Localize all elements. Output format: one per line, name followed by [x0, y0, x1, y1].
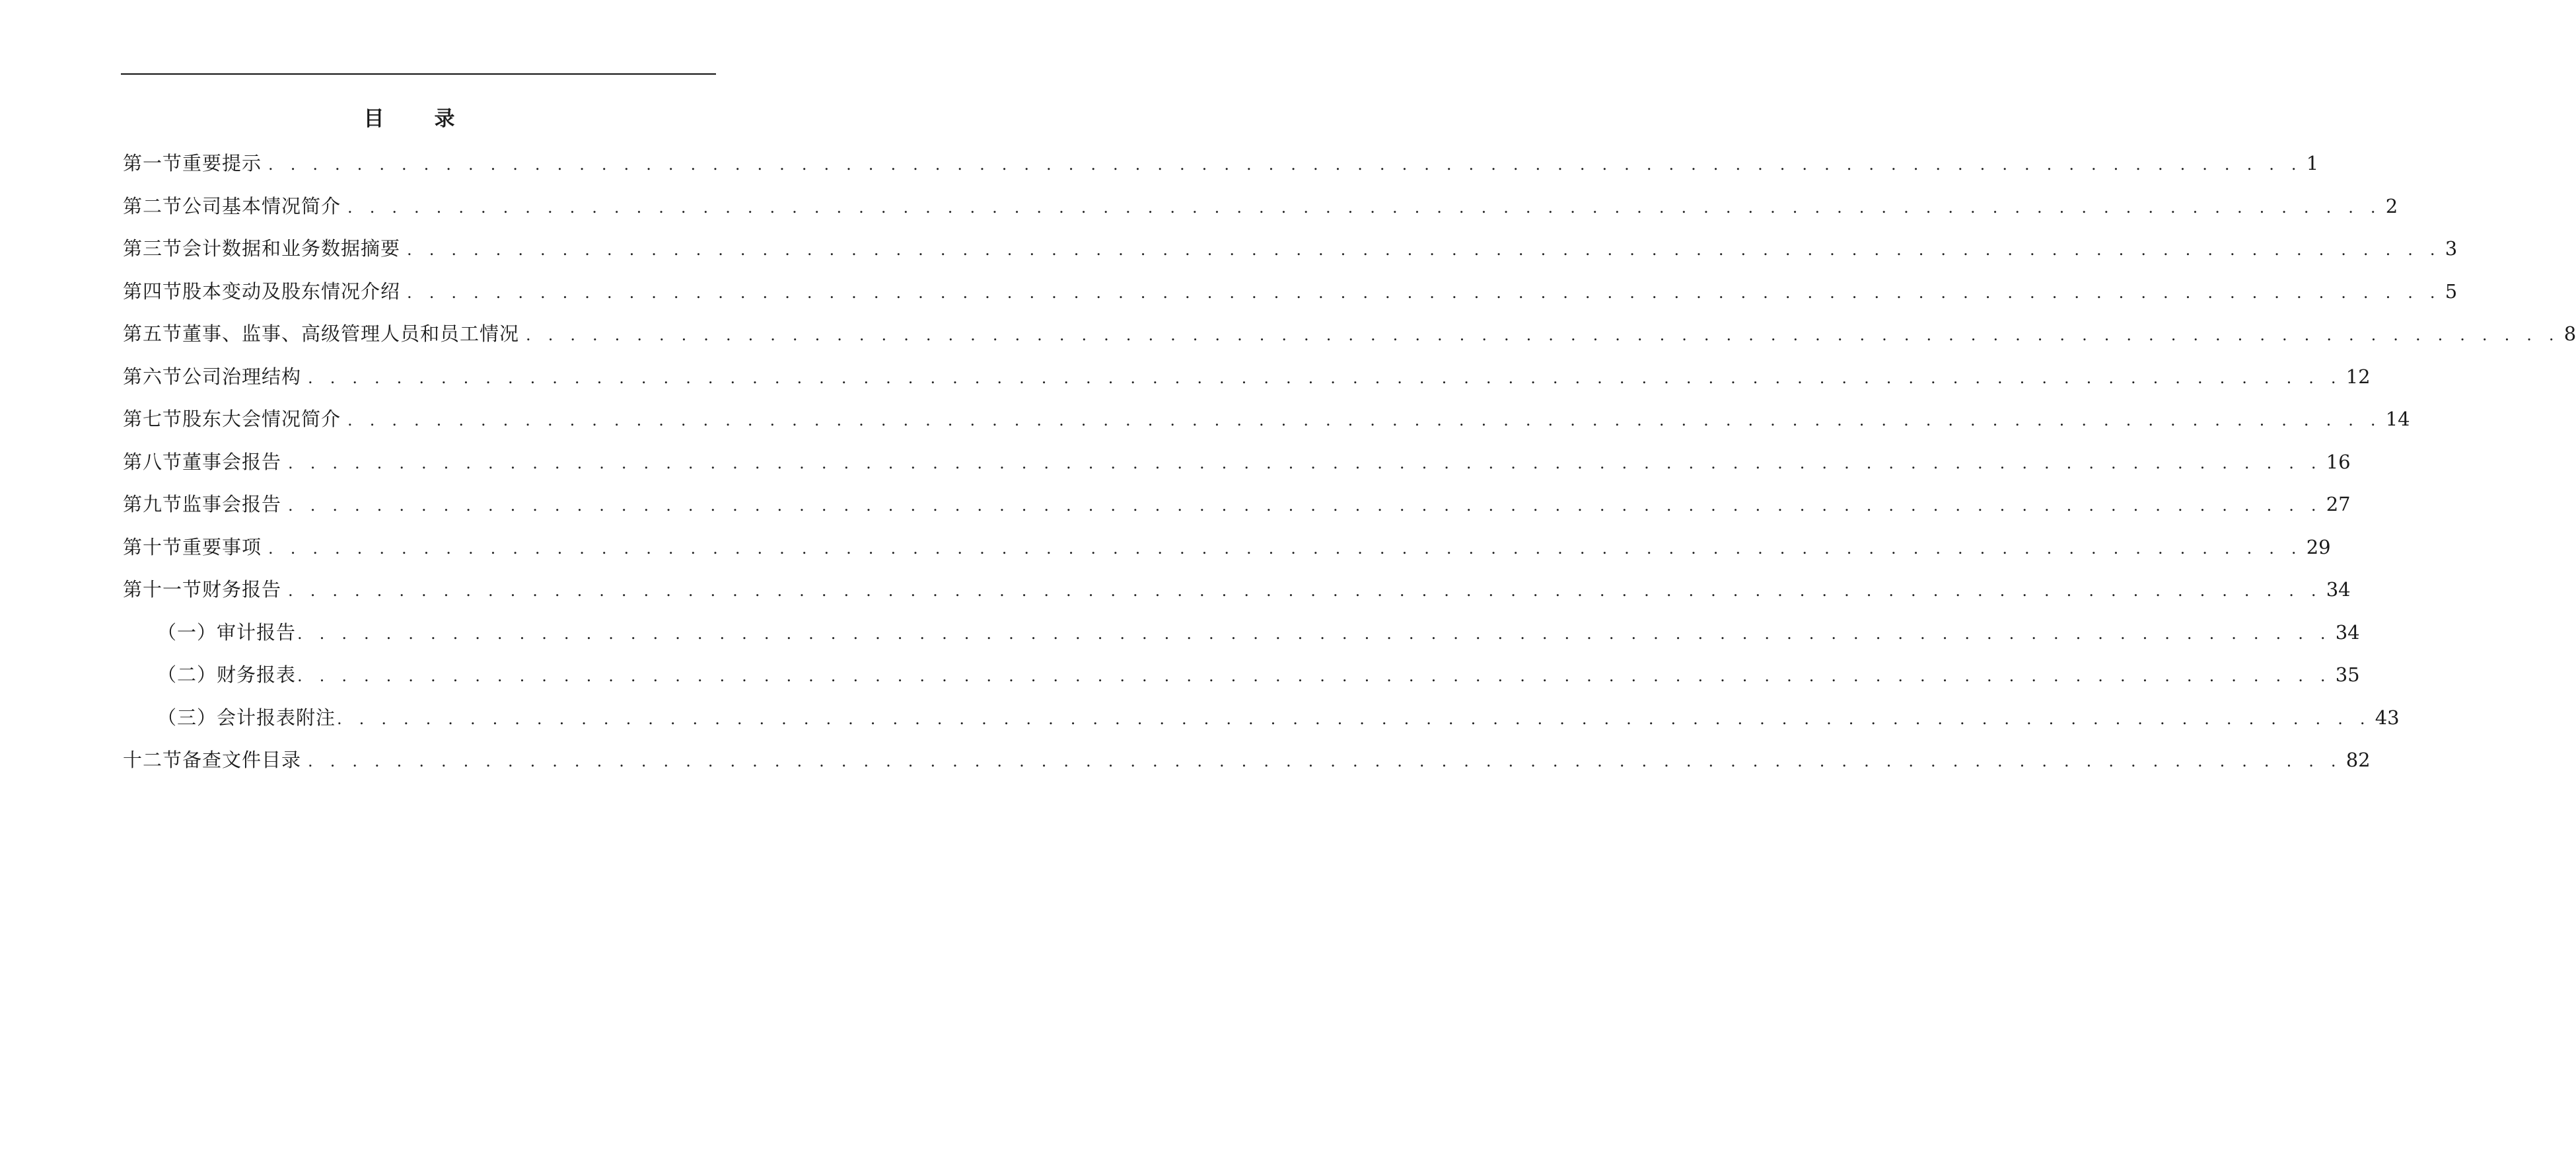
toc-entry-9[interactable] [123, 488, 2351, 531]
toc-entry-7[interactable] [123, 402, 2410, 445]
toc-entry-title: 公司基本情况简介 [182, 194, 341, 217]
toc-leader-dots: . . . . . . . . . . . . . . . . . . . . . . . . . . . . . . . . . . . . . . . . . . . . . . . . . . . . . . . . . . . . . . . . . . . . . . . . . . . . . . . . . . . . . . . . . . . . [297, 667, 2332, 685]
title-char-1: 目 [363, 107, 386, 131]
toc-section-number: 第一节 [123, 152, 183, 174]
toc-leader-dots: . . . . . . . . . . . . . . . . . . . . . . . . . . . . . . . . . . . . . . . . . . . . . . . . . . . . . . . . . . . . . . . . . . . . . . . . . . . . . . . . . . . . . . . . . . . . [407, 241, 2441, 259]
toc-subentry-notes[interactable] [123, 701, 2400, 744]
page-title [0, 104, 820, 133]
toc-entry-title: 财务报告 [202, 578, 282, 601]
toc-entry-title: 股东大会情况简介 [182, 408, 341, 430]
toc-entry-title: 监事会报告 [182, 493, 282, 515]
toc-leader-dots: . . . . . . . . . . . . . . . . . . . . . . . . . . . . . . . . . . . . . . . . . . . . . . . . . . . . . . . . . . . . . . . . . . . . . . . . . . . . . . . . . . . . . . . . . . . . [288, 496, 2322, 515]
toc-entry-title: 会计数据和业务数据摘要 [182, 237, 401, 260]
toc-page-number: 43 [2375, 706, 2400, 729]
toc-entry-title: 董事、监事、高级管理人员和员工情况 [182, 322, 520, 345]
toc-entry-10[interactable] [123, 531, 2331, 574]
toc-subentry-audit-report[interactable] [123, 616, 2360, 659]
toc-section-number: 第三节 [123, 237, 183, 260]
toc-entry-title: 备查文件目录 [182, 749, 302, 771]
toc-page-number: 5 [2445, 280, 2458, 303]
toc-leader-dots: . . . . . . . . . . . . . . . . . . . . . . . . . . . . . . . . . . . . . . . . . . . . . . . . . . . . . . . . . . . . . . . . . . . . . . . . . . . . . . . . . . . . . . . . . . . . [347, 411, 2382, 430]
toc-page-number: 2 [2385, 194, 2398, 217]
toc-page-number: 82 [2345, 749, 2371, 771]
table-of-contents [123, 147, 2576, 786]
toc-page-number: 35 [2335, 663, 2360, 686]
toc-section-number: 第五节 [123, 322, 183, 345]
toc-leader-dots: . . . . . . . . . . . . . . . . . . . . . . . . . . . . . . . . . . . . . . . . . . . . . . . . . . . . . . . . . . . . . . . . . . . . . . . . . . . . . . . . . . . . . . . . . . . . [347, 198, 2382, 217]
toc-page-number: 29 [2306, 535, 2331, 558]
toc-entry-3[interactable] [123, 232, 2458, 275]
toc-leader-dots: . . . . . . . . . . . . . . . . . . . . . . . . . . . . . . . . . . . . . . . . . . . . . . . . . . . . . . . . . . . . . . . . . . . . . . . . . . . . . . . . . . . . . . . . . . . . [526, 326, 2560, 344]
toc-leader-dots: . . . . . . . . . . . . . . . . . . . . . . . . . . . . . . . . . . . . . . . . . . . . . . . . . . . . . . . . . . . . . . . . . . . . . . . . . . . . . . . . . . . . . . . . . . . . [407, 283, 2441, 302]
toc-leader-dots: . . . . . . . . . . . . . . . . . . . . . . . . . . . . . . . . . . . . . . . . . . . . . . . . . . . . . . . . . . . . . . . . . . . . . . . . . . . . . . . . . . . . . . . . . . . . [268, 539, 2303, 558]
toc-leader-dots: . . . . . . . . . . . . . . . . . . . . . . . . . . . . . . . . . . . . . . . . . . . . . . . . . . . . . . . . . . . . . . . . . . . . . . . . . . . . . . . . . . . . . . . . . . . . [268, 155, 2303, 174]
toc-leader-dots: . . . . . . . . . . . . . . . . . . . . . . . . . . . . . . . . . . . . . . . . . . . . . . . . . . . . . . . . . . . . . . . . . . . . . . . . . . . . . . . . . . . . . . . . . . . . [308, 752, 2342, 770]
toc-entry-title: （一）审计报告 [157, 620, 297, 644]
toc-entry-2[interactable] [123, 190, 2398, 233]
toc-page-number: 3 [2445, 237, 2458, 260]
toc-page-number: 34 [2326, 578, 2351, 601]
toc-leader-dots: . . . . . . . . . . . . . . . . . . . . . . . . . . . . . . . . . . . . . . . . . . . . . . . . . . . . . . . . . . . . . . . . . . . . . . . . . . . . . . . . . . . . . . . . . . . . [297, 624, 2332, 643]
toc-page-number: 8 [2563, 322, 2576, 345]
toc-entry-title: 股本变动及股东情况介绍 [182, 280, 401, 303]
toc-entry-8[interactable] [123, 445, 2351, 488]
toc-page-number: 1 [2306, 152, 2319, 174]
toc-page-number: 16 [2326, 450, 2351, 473]
toc-section-number: 第四节 [123, 280, 183, 303]
toc-page-number: 27 [2326, 493, 2351, 515]
toc-section-number: 第七节 [123, 408, 183, 430]
toc-entry-6[interactable] [123, 360, 2371, 403]
toc-entry-title: 公司治理结构 [182, 365, 302, 388]
header-rule [121, 73, 716, 75]
toc-section-number: 第六节 [123, 365, 183, 388]
toc-entry-1[interactable] [123, 147, 2319, 190]
toc-page-number: 14 [2385, 408, 2410, 430]
toc-leader-dots: . . . . . . . . . . . . . . . . . . . . . . . . . . . . . . . . . . . . . . . . . . . . . . . . . . . . . . . . . . . . . . . . . . . . . . . . . . . . . . . . . . . . . . . . . . . . [288, 453, 2322, 472]
toc-entry-11[interactable] [123, 573, 2351, 616]
toc-section-number: 第二节 [123, 194, 183, 217]
toc-page-number: 12 [2345, 365, 2371, 388]
toc-entry-5[interactable] [123, 317, 2576, 360]
toc-section-number: 第八节 [123, 450, 183, 473]
toc-section-number: 十二节 [123, 749, 183, 771]
title-char-2: 录 [434, 107, 456, 131]
toc-leader-dots: . . . . . . . . . . . . . . . . . . . . . . . . . . . . . . . . . . . . . . . . . . . . . . . . . . . . . . . . . . . . . . . . . . . . . . . . . . . . . . . . . . . . . . . . . . . . [288, 581, 2322, 600]
toc-entry-title: 重要事项 [182, 535, 262, 558]
toc-entry-title: （三）会计报表附注 [157, 706, 336, 729]
toc-section-number: 第十一节 [123, 578, 203, 601]
toc-leader-dots: . . . . . . . . . . . . . . . . . . . . . . . . . . . . . . . . . . . . . . . . . . . . . . . . . . . . . . . . . . . . . . . . . . . . . . . . . . . . . . . . . . . . . . . . . . . . [337, 709, 2371, 728]
toc-entry-title: 董事会报告 [182, 450, 282, 473]
toc-section-number: 第九节 [123, 493, 183, 515]
toc-section-number: 第十节 [123, 535, 183, 558]
toc-page-number: 34 [2335, 620, 2360, 644]
toc-leader-dots: . . . . . . . . . . . . . . . . . . . . . . . . . . . . . . . . . . . . . . . . . . . . . . . . . . . . . . . . . . . . . . . . . . . . . . . . . . . . . . . . . . . . . . . . . . . . [308, 368, 2342, 387]
toc-entry-title: （二）财务报表 [157, 663, 297, 686]
toc-entry-4[interactable] [123, 275, 2458, 318]
toc-subentry-financial-statements[interactable] [123, 658, 2360, 701]
toc-entry-12[interactable] [123, 743, 2371, 786]
toc-entry-title: 重要提示 [182, 152, 262, 174]
